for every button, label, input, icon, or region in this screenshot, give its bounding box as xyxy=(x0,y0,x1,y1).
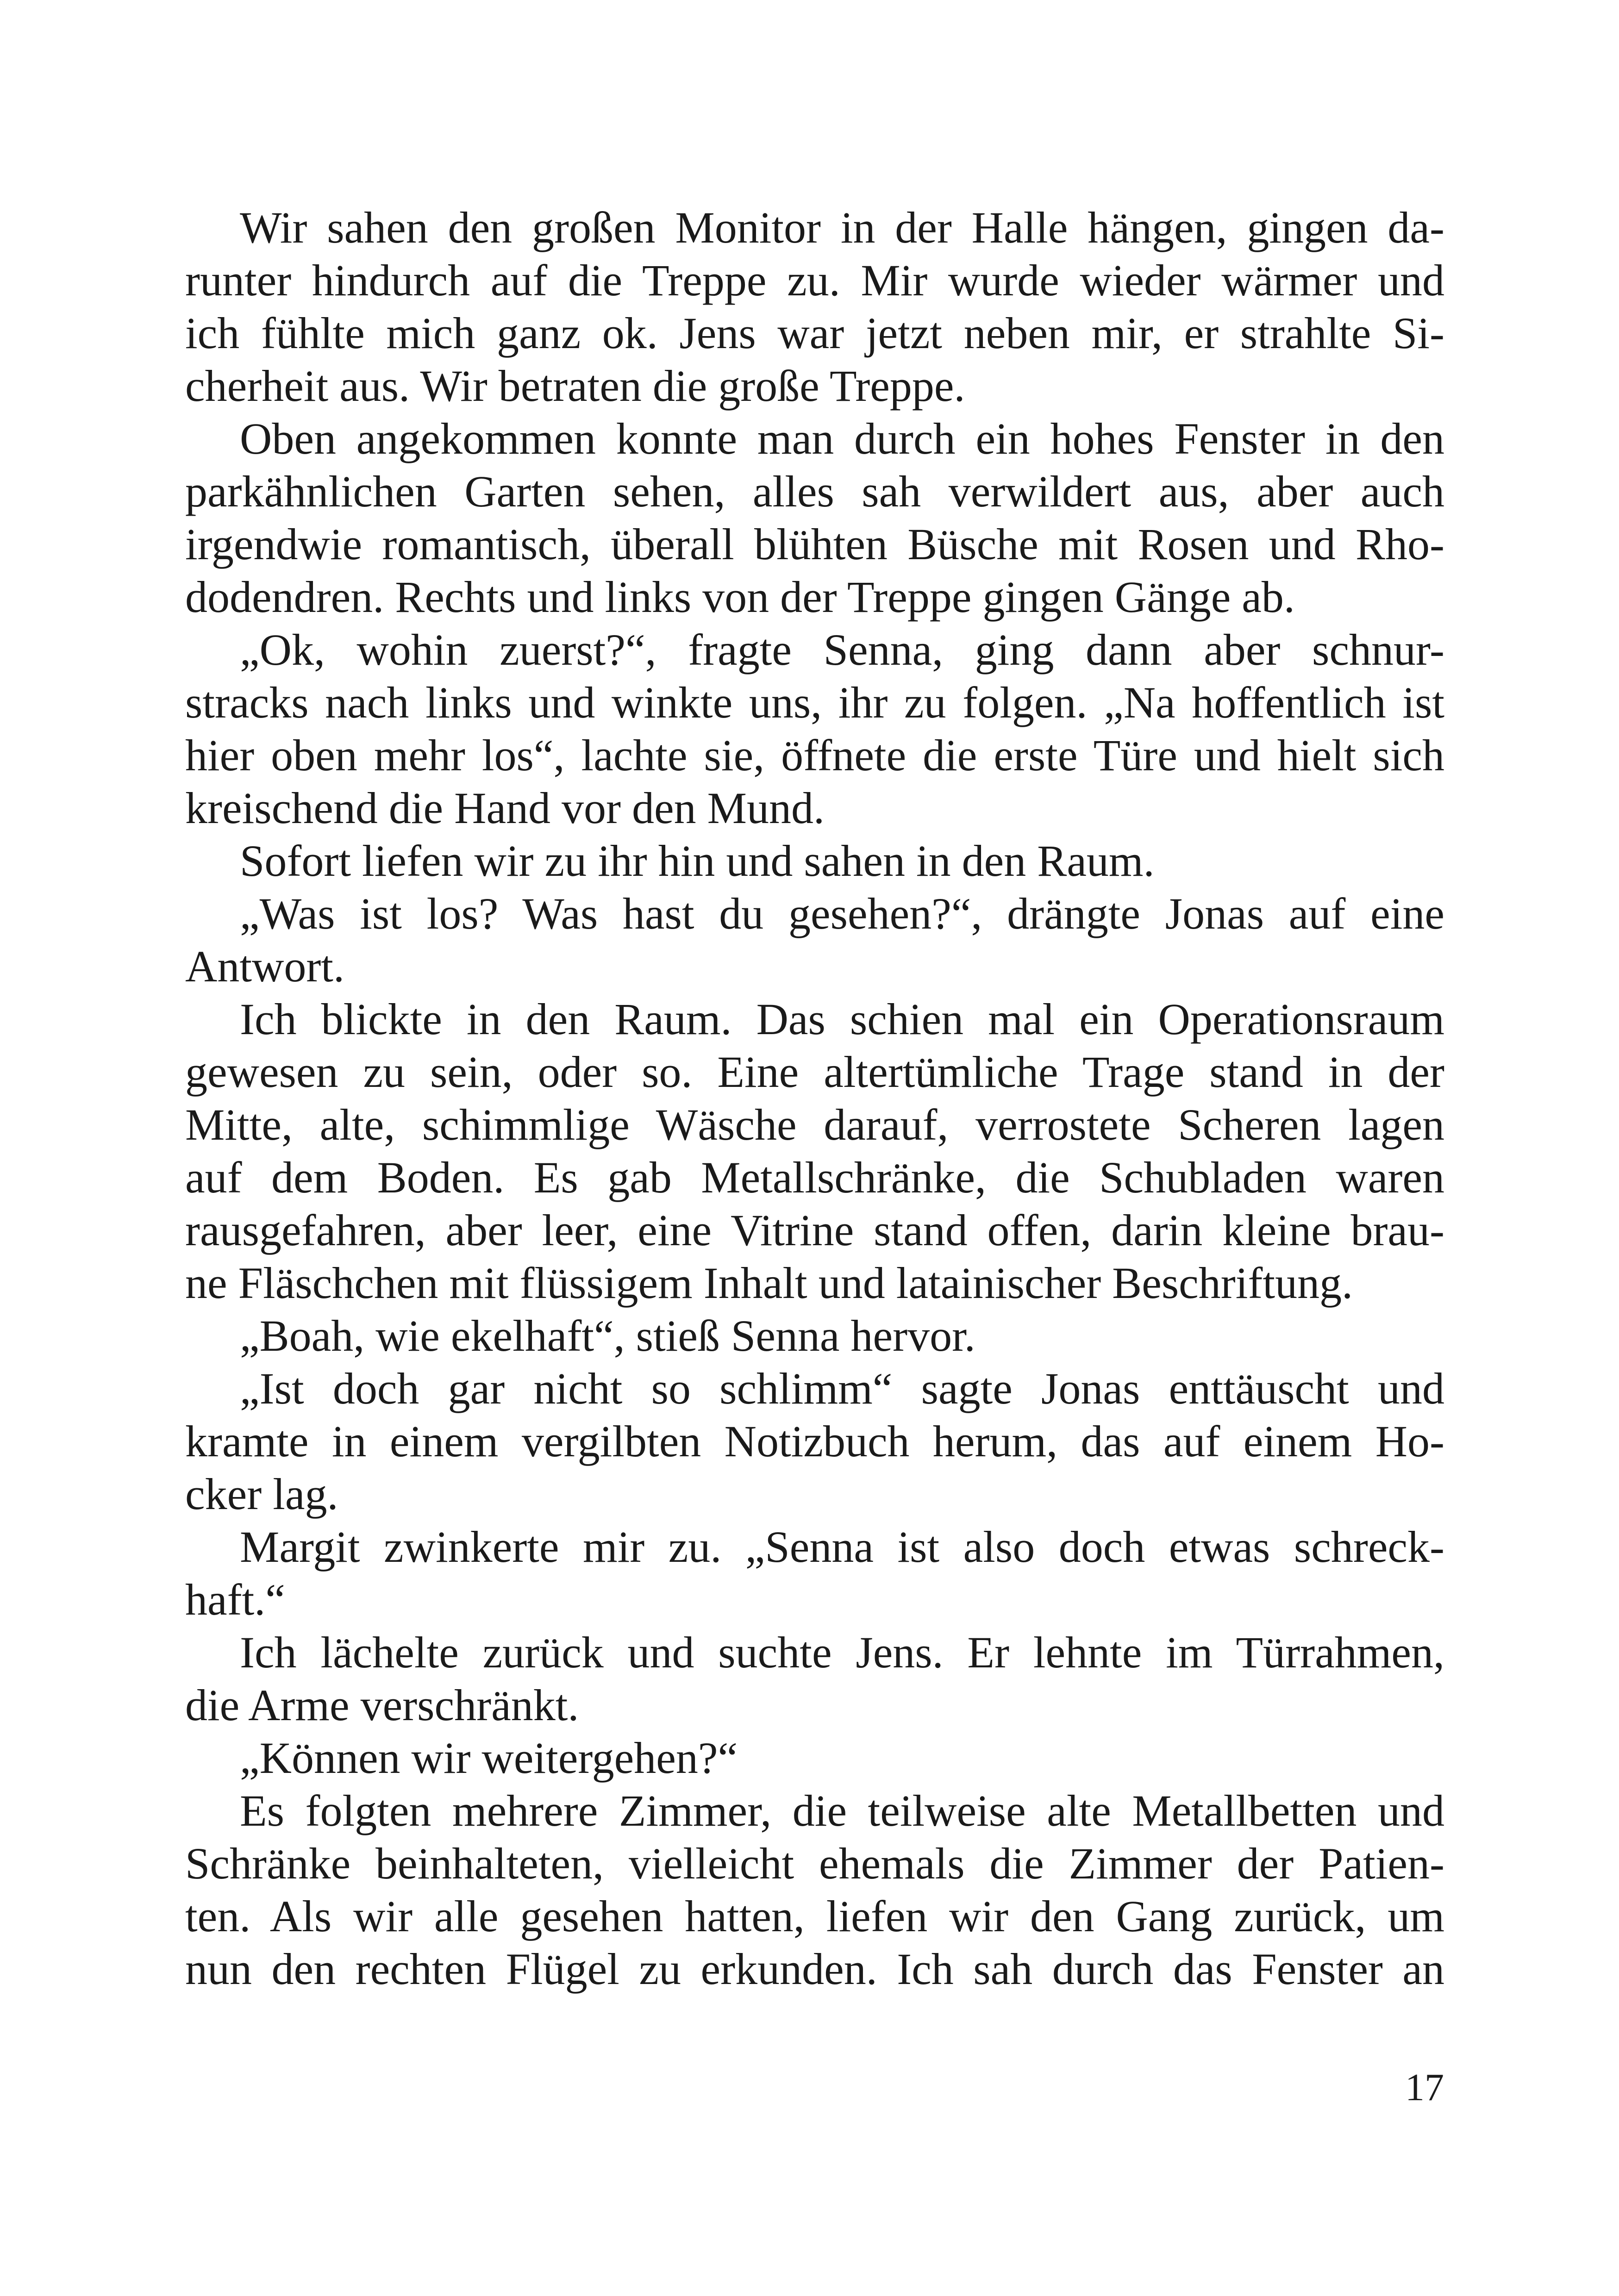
text-line: Mitte, alte, schimmlige Wäsche darauf, verrostete Scheren lagen xyxy=(185,1100,1444,1149)
page-number: 17 xyxy=(1405,2066,1444,2109)
text-line: parkähnlichen Garten sehen, alles sah verwildert aus, aber auch xyxy=(185,467,1444,516)
paragraph xyxy=(185,835,1444,887)
text-line: cker lag. xyxy=(185,1469,338,1519)
text-line: nun den rechten Flügel zu erkunden. Ich sah durch das Fenster an xyxy=(185,1944,1444,1994)
text-line: dodendren. Rechts und links von der Treppe gingen Gänge ab. xyxy=(185,572,1295,622)
text-line: auf dem Boden. Es gab Metallschränke, die Schubladen waren xyxy=(185,1153,1444,1202)
text-line: Ich lächelte zurück und suchte Jens. Er lehnte im Türrahmen, xyxy=(240,1628,1444,1677)
text-line: Schränke beinhalteten, vielleicht ehemals die Zimmer der Patien- xyxy=(185,1839,1444,1888)
paragraph xyxy=(185,993,1444,1310)
text-line: Sofort liefen wir zu ihr hin und sahen in den Raum. xyxy=(240,836,1155,886)
paragraph xyxy=(185,412,1444,624)
paragraph xyxy=(185,1362,1444,1521)
text-line: Es folgten mehrere Zimmer, die teilweise alte Metallbetten und xyxy=(240,1786,1444,1835)
text-line: „Boah, wie ekelhaft“, stieß Senna hervor. xyxy=(240,1311,975,1360)
paragraph xyxy=(185,1626,1444,1732)
text-line: Wir sahen den großen Monitor in der Halle hängen, gingen da- xyxy=(240,203,1444,252)
text-line: irgendwie romantisch, überall blühten Büsche mit Rosen und Rho- xyxy=(185,519,1444,569)
text-line: kreischend die Hand vor den Mund. xyxy=(185,783,825,833)
text-line: „Was ist los? Was hast du gesehen?“, drängte Jonas auf eine xyxy=(240,889,1444,938)
text-line: Antwort. xyxy=(185,942,344,991)
paragraph xyxy=(185,201,1444,412)
text-line: stracks nach links und winkte uns, ihr zu folgen. „Na hoffentlich ist xyxy=(185,678,1444,727)
text-line: Oben angekommen konnte man durch ein hohes Fenster in den xyxy=(240,414,1444,463)
paragraph xyxy=(185,1521,1444,1626)
body-text xyxy=(185,201,1444,1996)
text-line: die Arme verschränkt. xyxy=(185,1680,579,1730)
text-line: „Können wir weitergehen?“ xyxy=(240,1733,738,1783)
text-line: runter hindurch auf die Treppe zu. Mir wurde wieder wärmer und xyxy=(185,256,1444,305)
text-line: hier oben mehr los“, lachte sie, öffnete die erste Türe und hielt sich xyxy=(185,730,1444,780)
paragraph xyxy=(185,1310,1444,1362)
paragraph xyxy=(185,1784,1444,1996)
text-line: ich fühlte mich ganz ok. Jens war jetzt neben mir, er strahlte Si- xyxy=(185,308,1444,358)
text-line: kramte in einem vergilbten Notizbuch herum, das auf einem Ho- xyxy=(185,1416,1444,1466)
text-line: Ich blickte in den Raum. Das schien mal ein Operationsraum xyxy=(240,994,1444,1044)
text-line: cherheit aus. Wir betraten die große Treppe. xyxy=(185,361,965,411)
text-line: haft.“ xyxy=(185,1575,285,1624)
text-line: gewesen zu sein, oder so. Eine altertümliche Trage stand in der xyxy=(185,1047,1444,1097)
text-line: Margit zwinkerte mir zu. „Senna ist also doch etwas schreck- xyxy=(240,1522,1444,1572)
paragraph xyxy=(185,624,1444,835)
text-line: „Ist doch gar nicht so schlimm“ sagte Jonas enttäuscht und xyxy=(240,1364,1444,1413)
text-line: ne Fläschchen mit flüssigem Inhalt und latainischer Beschriftung. xyxy=(185,1258,1353,1308)
text-line: ten. Als wir alle gesehen hatten, liefen wir den Gang zurück, um xyxy=(185,1891,1444,1941)
text-line: „Ok, wohin zuerst?“, fragte Senna, ging dann aber schnur- xyxy=(240,625,1444,674)
paragraph xyxy=(185,1732,1444,1784)
paragraph xyxy=(185,887,1444,993)
text-line: rausgefahren, aber leer, eine Vitrine stand offen, darin kleine brau- xyxy=(185,1205,1444,1255)
